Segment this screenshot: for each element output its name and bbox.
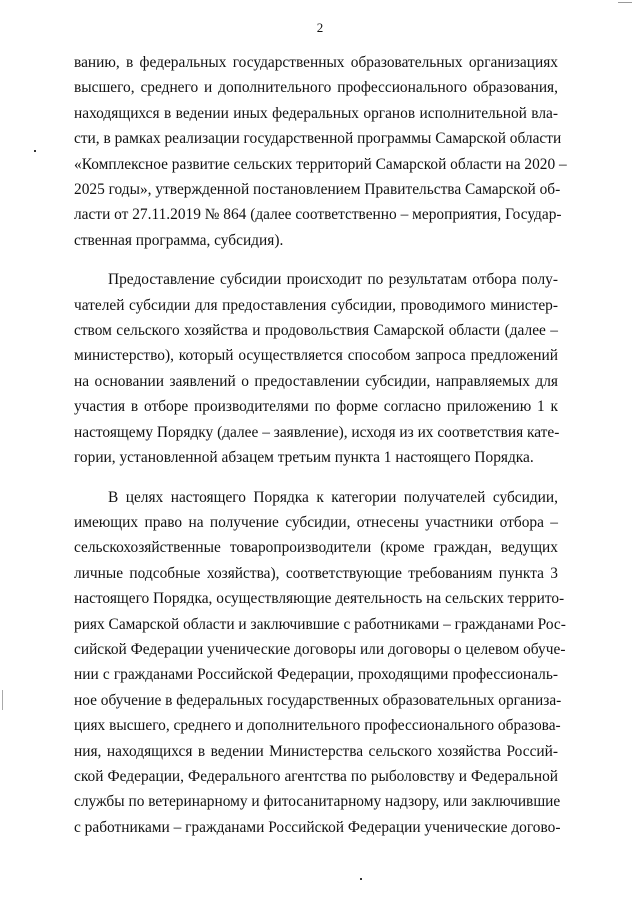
text-line: ласти от 27.11.2019 № 864 (далее соответственно – мероприятия, Государ-	[74, 206, 562, 224]
text-line: сти, в рамках реализации государственной программы Самарской области	[74, 130, 562, 148]
document-body	[74, 50, 567, 840]
text-line: «Комплексное развитие сельских территорий Самарской области на 2020 –	[74, 155, 567, 173]
scan-artifact	[618, 2, 632, 3]
text-line: высшего, среднего и дополнительного профессионального образования,	[74, 79, 558, 97]
text-line: риях Самарской области и заключившие с работниками – гражданами Рос-	[74, 615, 566, 633]
text-line: настоящему Порядку (далее – заявление), исходя из их соответствия кате-	[74, 423, 560, 441]
page-number: 2	[316, 20, 324, 35]
paragraph-3	[74, 485, 566, 841]
text-line: ской Федерации, Федерального агентства по рыболовству и Федеральной	[74, 767, 558, 785]
text-line: находящихся в ведении иных федеральных органов исполнительной вла-	[74, 104, 558, 122]
text-line: министерство), который осуществляется способом запроса предложений	[74, 347, 558, 365]
scan-artifact	[34, 150, 36, 152]
paragraph-gap	[74, 471, 558, 485]
text-line: В целях настоящего Порядка к категории получателей субсидии,	[108, 488, 558, 506]
text-line: сельскохозяйственные товаропроизводители (кроме граждан, ведущих	[74, 539, 558, 557]
paragraph-1	[74, 50, 567, 253]
text-line: чателей субсидии для предоставления субсидии, проводимого министер-	[74, 296, 558, 314]
text-line: с работниками – гражданами Российской Федерации ученические догово-	[74, 818, 561, 836]
text-line: ственная программа, субсидия).	[74, 231, 284, 249]
text-line: ством сельского хозяйства и продовольствия Самарской области (далее –	[74, 322, 558, 340]
text-line: Предоставление субсидии происходит по результатам отбора полу-	[108, 271, 558, 289]
paragraph-gap	[74, 253, 558, 267]
text-line: ванию, в федеральных государственных образовательных организациях	[74, 54, 558, 71]
text-line: нии с гражданами Российской Федерации, проходящими профессиональ-	[74, 666, 558, 684]
text-line: участия в отборе производителями по форме согласно приложению 1 к	[74, 398, 558, 416]
text-line: ное обучение в федеральных государственных образовательных организа-	[74, 691, 562, 709]
text-line: личные подсобные хозяйства), соответствующие требованиям пункта 3	[74, 564, 558, 582]
paragraph-2	[74, 267, 558, 470]
scan-artifact	[2, 690, 3, 710]
text-line: службы по ветеринарному и фитосанитарному надзору, или заключившие	[74, 793, 561, 811]
text-line: сийской Федерации ученические договоры или договоры о целевом обуче-	[74, 640, 566, 658]
text-line: 2025 годы», утвержденной постановлением Правительства Самарской об-	[74, 181, 561, 199]
text-line: на основании заявлений о предоставлении субсидии, направляемых для	[74, 372, 558, 390]
text-line: ния, находящихся в ведении Министерства сельского хозяйства Россий-	[74, 742, 558, 760]
text-line: циях высшего, среднего и дополнительного профессионального образова-	[74, 717, 561, 735]
text-line: настоящего Порядка, осуществляющие деятельность на сельских террито-	[74, 590, 565, 608]
text-line: имеющих право на получение субсидии, отнесены участники отбора –	[74, 513, 558, 531]
text-line: гории, установленной абзацем третьим пункта 1 настоящего Порядка.	[74, 449, 534, 467]
scan-artifact	[360, 878, 362, 880]
